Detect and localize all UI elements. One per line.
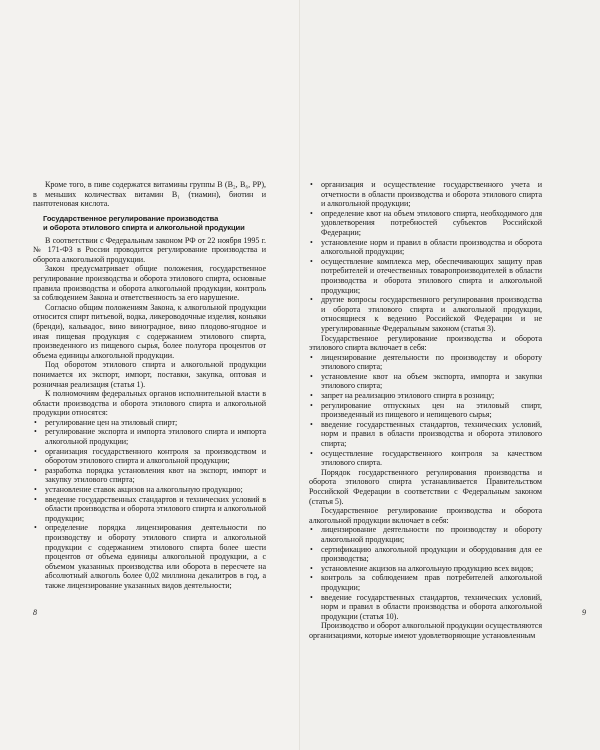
list-item: • установление акцизов на алкогольную продукцию всех видов; (310, 563, 534, 573)
bullet-icon: • (310, 448, 313, 458)
right-text-column (309, 180, 542, 641)
bullet-icon: • (310, 391, 313, 401)
bullet-icon: • (310, 180, 313, 189)
bullet-icon: • (310, 371, 313, 381)
bullet-icon: • (310, 592, 313, 602)
bullet-icon: • (34, 465, 37, 475)
list-item: • организация государственного контроля за производством и оборотом этилового спирта и алкогольной продукции; (34, 446, 266, 466)
paragraph: К полномочиям федеральных органов исполнительной власти в области производства и оборота этилового спирта и алкогольной продукции относятся: (33, 389, 266, 418)
bullet-list (309, 180, 542, 334)
section-heading-line-1: Государственное регулирование производства (43, 213, 219, 223)
bullet-icon: • (310, 563, 313, 573)
list-item: • введение государственных стандартов и технических условий в области производства и оборота этилового спирта и алкогольной продукции; (34, 494, 266, 523)
section-heading (43, 214, 266, 233)
list-item: • сертификацию алкогольной продукции и оборудования для ее производства; (310, 544, 542, 564)
list-item: • запрет на реализацию этилового спирта в розницу; (310, 391, 495, 401)
list-item: • введение государственных стандартов, технических условий, норм и правил в области производства и оборота алкогольной продукции (статья 10). (310, 592, 542, 621)
bullet-icon: • (310, 237, 313, 247)
bullet-icon: • (310, 256, 313, 266)
list-item: • лицензирование деятельности по производству и обороту алкогольной продукции; (310, 525, 542, 544)
bullet-list (33, 418, 266, 591)
paragraph: Порядок государственного регулирования производства и оборота этилового спирта устанавливается Правительством Российской Федерации в соответствии с Федеральным законом (статья 5). (309, 467, 542, 506)
list-item: • другие вопросы государственного регулирования производства и оборота этилового спирта и алкогольной продукции, относящиеся к ведению Российской Федерации и не урегулированные Федеральным законом (статья 3). (310, 295, 542, 333)
page-number: 8 (33, 608, 37, 617)
list-item: • регулирование экспорта и импорта этилового спирта и импорта алкогольной продукции; (34, 427, 266, 447)
paragraph: Согласно общим положениям Закона, к алкогольной продукции относится спирт питьевой, водка, ликероводочные изделия, коньяки (бренди), кальвадос, вино виноградное, вино плодово-ягодное и иная пищевая продукция с содержанием этилового спирта, произведенного из пищевого сырья, более полутора процентов от объема единицы алкогольной продукции. (33, 302, 266, 360)
list-item: • регулирование цен на этиловый спирт; (34, 417, 178, 427)
section-heading-line-2: и оборота этилового спирта и алкогольной продукции (43, 223, 245, 233)
list-item: • регулирование отпускных цен на этиловый спирт, произведенный из пищевого и непищевого сырья; (310, 400, 542, 420)
paragraph: Под оборотом этилового спирта и алкогольной продукции понимается их экспорт, импорт, поставки, закупка, оптовая и розничная реализация (статья 1). (33, 360, 266, 389)
paragraph: В соответствии с Федеральным законом РФ от 22 ноября 1995 г. № 171-ФЗ в России проводится регулирование производства и оборота алкогольной продукции. (33, 235, 266, 264)
bullet-icon: • (310, 295, 313, 305)
list-item: • разработка порядка установления квот на экспорт, импорт и закупку этилового спирта; (34, 465, 266, 485)
paragraph: Закон предусматривает общие положения, государственное регулирование производства и оборота этилового спирта, основные правила производства и оборота алкогольной продукции, контроль за соблюдением Закона и ответственность за его нарушение. (33, 264, 266, 303)
bullet-icon: • (310, 525, 313, 535)
list-item: • установление квот на объем экспорта, импорта и закупки этилового спирта; (310, 371, 542, 391)
bullet-icon: • (34, 417, 37, 427)
bullet-icon: • (310, 400, 313, 410)
list-item: • определение порядка лицензирования деятельности по производству и обороту этилового спирта и алкогольной продукции с содержанием этилового спирта более шести процентов от объема единицы алкогольной продукции, а с объемом указанных производства или оборота в пересчете на абсолютный алкоголь более 0,02 миллиона декалитров в год, а также лицензирование указанных видов деятельности; (34, 523, 266, 590)
bullet-icon: • (34, 523, 37, 533)
intro-paragraph: Кроме того, в пиве содержатся витамины группы В (В₂, В₆, РР), в меньших количествах витамин В₁ (тиамин), биотин и пантотеновая кислота. (33, 180, 266, 209)
list-item: • введение государственных стандартов, технических условий, норм и правил в области производства и оборота этилового спирта; (310, 419, 542, 449)
bullet-icon: • (34, 494, 37, 504)
bullet-icon: • (34, 446, 37, 456)
list-item: • установление норм и правил в области производства и оборота алкогольной продукции; (310, 237, 542, 257)
page-number: 9 (582, 608, 586, 617)
bullet-icon: • (310, 352, 313, 362)
list-item: • осуществление государственного контроля за качеством этилового спирта. (310, 448, 542, 468)
list-item: • контроль за соблюдением прав потребителей алкогольной продукции; (310, 573, 542, 592)
list-item: • организация и осуществление государственного учета и отчетности в области производства и оборота этилового спирта и алкогольной продукции; (310, 180, 542, 209)
bullet-icon: • (310, 419, 313, 429)
bullet-icon: • (310, 544, 313, 554)
paragraph: Государственное регулирование производства и оборота алкогольной продукции включает в себя: (309, 506, 542, 525)
bullet-icon: • (310, 573, 313, 583)
bullet-icon: • (34, 427, 37, 437)
left-text-column (33, 180, 266, 591)
bullet-list (309, 525, 542, 621)
list-item: • лицензирование деятельности по производству и обороту этилового спирта; (310, 352, 542, 372)
list-item: • установление ставок акцизов на алкогольную продукцию; (34, 485, 243, 495)
right-page (300, 0, 600, 750)
paragraph: Производство и оборот алкогольной продукции осуществляются организациями, которые имеют удовлетворяющие установленным (309, 621, 542, 640)
bullet-icon: • (310, 208, 313, 218)
list-item: • осуществление комплекса мер, обеспечивающих защиту прав потребителей и отечественных товаропроизводителей в области производства и оборота этилового спирта и алкогольной продукции; (310, 256, 542, 295)
list-item: • определение квот на объем этилового спирта, необходимого для удовлетворения потребностей субъектов Российской Федерации; (310, 208, 542, 237)
bullet-list (309, 353, 542, 468)
paragraph: Государственное регулирование производства и оборота этилового спирта включает в себя: (309, 333, 542, 353)
bullet-icon: • (34, 485, 37, 495)
